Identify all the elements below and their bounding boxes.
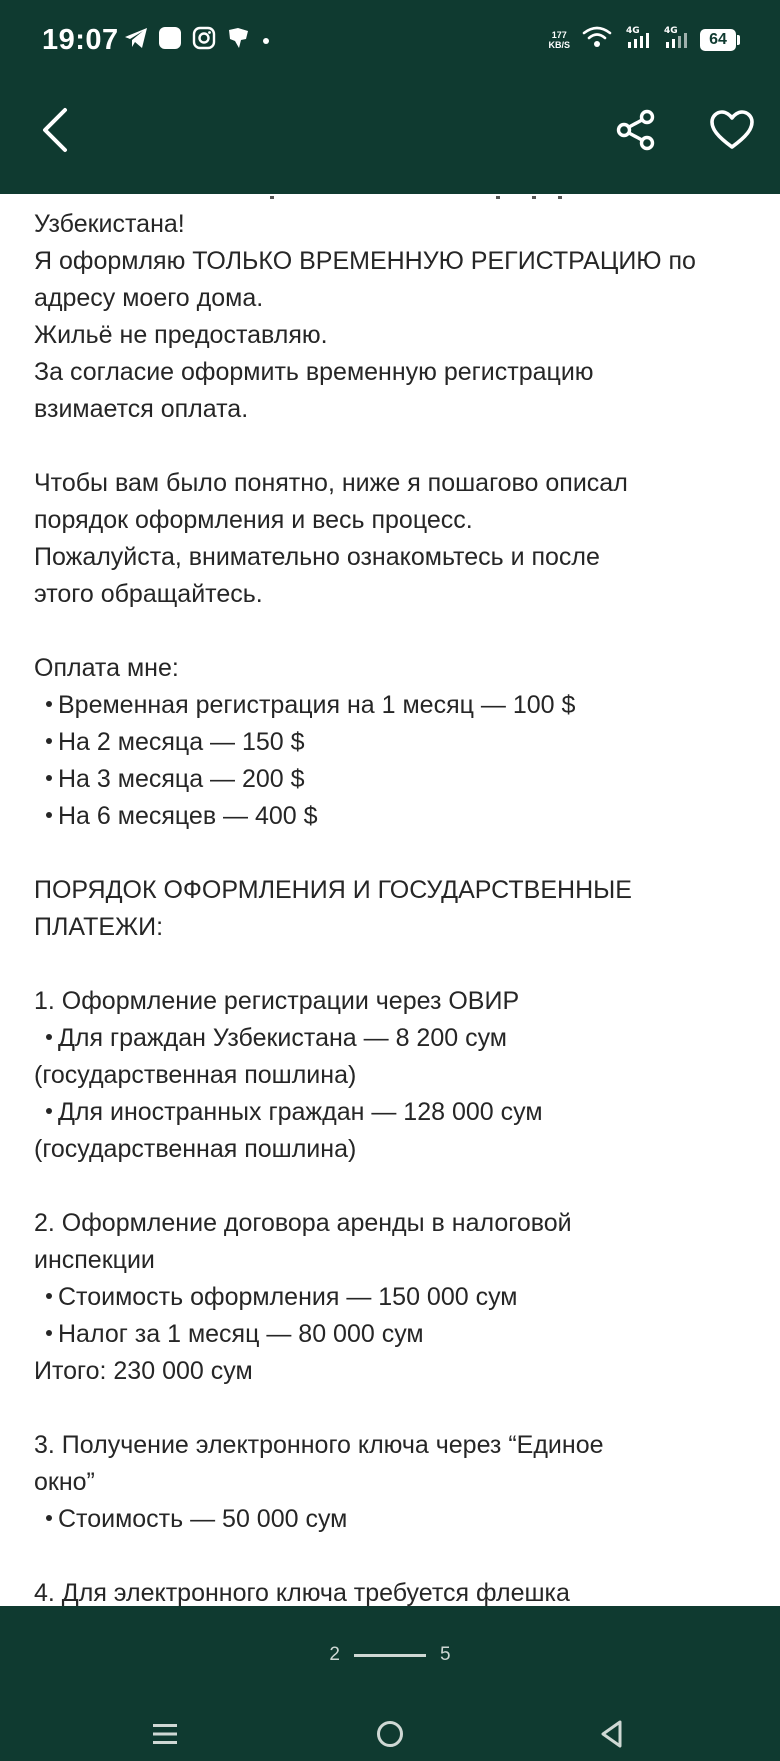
image-pager-indicator [0, 1644, 780, 1666]
line-text: За согласие оформить временную регистрацию [34, 358, 594, 386]
instagram-icon [192, 26, 216, 55]
line-text: На 6 месяцев — 400 $ [58, 802, 318, 830]
blank-line [34, 1538, 754, 1575]
bullet-item [34, 761, 754, 798]
signal-sim2-icon [662, 24, 688, 55]
bullet-dot-icon [46, 1330, 52, 1336]
bullet-dot-icon [46, 701, 52, 707]
battery-icon [700, 29, 740, 51]
svg-text:4G: 4G [626, 26, 640, 36]
heart-icon [709, 109, 755, 151]
text-line [34, 1205, 754, 1242]
text-line [34, 243, 754, 280]
line-text: адресу моего дома. [34, 284, 264, 312]
text-line [34, 354, 754, 391]
bullet-dot-icon [46, 1293, 52, 1299]
line-text: Временная регистрация на 1 месяц — 100 $ [58, 691, 576, 719]
bullet-item [34, 1279, 754, 1316]
line-text: взимается оплата. [34, 395, 249, 423]
line-text: Стоимость оформления — 150 000 сум [58, 1283, 518, 1311]
text-line [34, 1131, 754, 1168]
menu-icon [151, 1721, 179, 1747]
text-line [34, 1427, 754, 1464]
status-time: 19:07 [42, 24, 119, 56]
blank-line [34, 428, 754, 465]
line-text: 2. Оформление договора аренды в налоговой [34, 1209, 572, 1237]
text-line [34, 206, 754, 243]
status-bar [0, 0, 780, 84]
bullet-item [34, 1501, 754, 1538]
text-line [34, 280, 754, 317]
pager-total: 5 [440, 1644, 451, 1665]
blank-line [34, 1390, 754, 1427]
line-text: Итого: 230 000 сум [34, 1357, 253, 1385]
top-bar [0, 0, 780, 194]
text-line [34, 872, 754, 909]
line-text: Чтобы вам было понятно, ниже я пошагово описал [34, 469, 628, 497]
svg-text:4G: 4G [664, 26, 678, 36]
text-line [34, 539, 754, 576]
text-line [34, 502, 754, 539]
line-text: инспекции [34, 1246, 155, 1274]
telegram-icon [124, 27, 148, 54]
listing-description [0, 194, 780, 1606]
blank-line [34, 613, 754, 650]
text-line [34, 983, 754, 1020]
blank-line [34, 946, 754, 983]
line-text: 3. Получение электронного ключа через “Единое [34, 1431, 604, 1459]
share-icon [614, 108, 658, 152]
back-button[interactable] [26, 100, 86, 160]
text-line [34, 1464, 754, 1501]
notification-icons [124, 26, 270, 55]
line-text: Для иностранных граждан — 128 000 сум [58, 1098, 543, 1126]
pager-current: 2 [329, 1644, 340, 1665]
bullet-item [34, 798, 754, 835]
bottom-bar [0, 1606, 780, 1761]
network-speed: 177 KB/S [548, 29, 570, 50]
status-indicators [548, 24, 740, 55]
line-text: Для граждан Узбекистана — 8 200 сум [58, 1024, 507, 1052]
text-line [34, 1057, 754, 1094]
text-line [34, 1242, 754, 1279]
favorite-button[interactable] [702, 100, 762, 160]
bullet-item [34, 1094, 754, 1131]
share-button[interactable] [606, 100, 666, 160]
line-text: На 2 месяца — 150 $ [58, 728, 305, 756]
text-line [34, 317, 754, 354]
text-line [34, 391, 754, 428]
bullet-dot-icon [46, 738, 52, 744]
line-text: Стоимость — 50 000 сум [58, 1505, 348, 1533]
more-notifications-dot-icon [262, 32, 270, 50]
bullet-item [34, 1020, 754, 1057]
nav-recents-button[interactable] [135, 1714, 195, 1754]
line-text: 1. Оформление регистрации через ОВИР [34, 987, 520, 1015]
text-line [34, 576, 754, 613]
bullet-dot-icon [46, 812, 52, 818]
wifi-icon [582, 25, 612, 54]
app-notification-icon [226, 26, 252, 55]
line-text: окно” [34, 1468, 95, 1496]
blank-line [34, 1168, 754, 1205]
blank-line [34, 835, 754, 872]
line-text: Налог за 1 месяц — 80 000 сум [58, 1320, 424, 1348]
bullet-dot-icon [46, 1108, 52, 1114]
line-text: Узбекистана! [34, 210, 185, 238]
line-text: Я оформляю ТОЛЬКО ВРЕМЕННУЮ РЕГИСТРАЦИЮ по [34, 247, 696, 275]
line-text: Жильё не предоставляю. [34, 321, 328, 349]
chevron-left-icon [39, 107, 73, 153]
signal-sim1-icon [624, 24, 650, 55]
line-text: (государственная пошлина) [34, 1135, 357, 1163]
line-text: ПОРЯДОК ОФОРМЛЕНИЯ И ГОСУДАРСТВЕННЫЕ [34, 876, 632, 904]
line-text: Пожалуйста, внимательно ознакомьтесь и после [34, 543, 600, 571]
pager-progress-line [354, 1654, 426, 1657]
home-circle-icon [374, 1718, 406, 1750]
line-text: этого обращайтесь. [34, 580, 263, 608]
line-text: ПЛАТЕЖИ: [34, 913, 164, 941]
bullet-dot-icon [46, 1515, 52, 1521]
nav-back-button[interactable] [582, 1714, 642, 1754]
bullet-item [34, 724, 754, 761]
line-text: На 3 месяца — 200 $ [58, 765, 305, 793]
bullet-dot-icon [46, 1034, 52, 1040]
line-text: 4. Для электронного ключа требуется флешка [34, 1579, 570, 1606]
text-line [34, 650, 754, 687]
text-line [34, 1353, 754, 1390]
bullet-item [34, 1316, 754, 1353]
bullet-dot-icon [46, 775, 52, 781]
line-text: порядок оформления и весь процесс. [34, 506, 473, 534]
text-line [34, 909, 754, 946]
nav-home-button[interactable] [360, 1714, 420, 1754]
line-text: Оплата мне: [34, 654, 179, 682]
text-line [34, 465, 754, 502]
battery-level: 64 [700, 29, 736, 51]
app-square-icon [158, 26, 182, 55]
back-triangle-icon [598, 1719, 626, 1749]
clipped-previous-line [270, 196, 570, 199]
bullet-item [34, 687, 754, 724]
text-line [34, 1575, 754, 1606]
line-text: (государственная пошлина) [34, 1061, 357, 1089]
description-text [34, 206, 754, 1606]
